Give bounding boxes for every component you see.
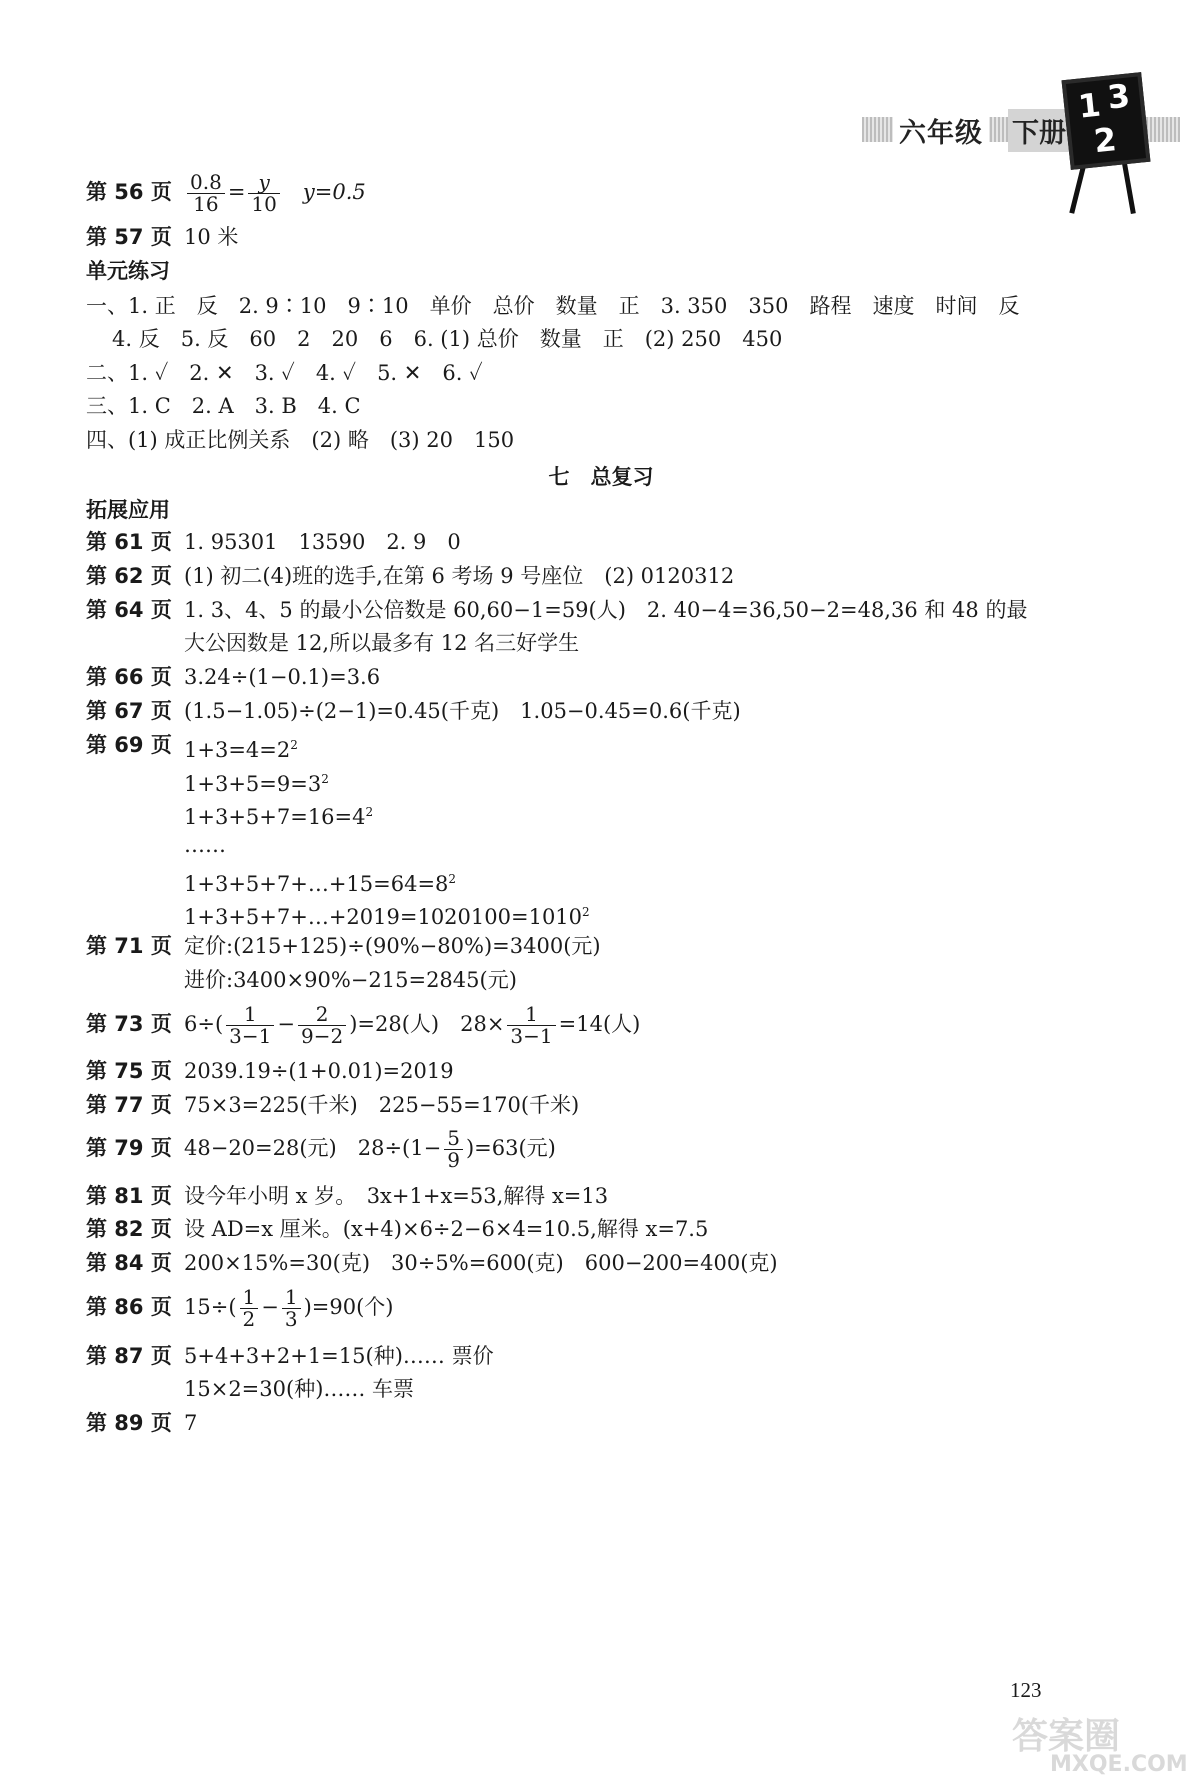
badge-digit: 2 [1092, 120, 1119, 161]
answer-content: $1+3+5+7=16=4^2$ [184, 805, 374, 829]
unit-q1-line2: 4. 反 5. 反 60 2 20 6 6. (1) 总价 数量 正 (2) 250 450 [112, 327, 783, 351]
answer-content: $1+3=4=2^2$ [184, 738, 298, 762]
answer-content: 3.24÷(1−0.1)=3.6 [184, 665, 381, 689]
blackboard-icon [1062, 72, 1151, 170]
page-label: 第 57 页 [86, 225, 172, 249]
page-label: 第 79 页 [86, 1136, 172, 1160]
fraction: $\frac{1}{3-1}$ [507, 1004, 555, 1047]
page-label: 第 89 页 [86, 1411, 172, 1435]
section-heading: 拓展应用 [86, 498, 170, 522]
section-heading: 单元练习 [86, 259, 170, 283]
page-label: 第 62 页 [86, 564, 172, 588]
page-label: 第 67 页 [86, 699, 172, 723]
answer-content: $1+3+5+7+\dots+15=64=8^2$ [184, 872, 457, 896]
answer-content: 进价:3400×90%−215=2845(元) [184, 968, 517, 992]
answer-content: (1.5−1.05)÷(2−1)=0.45(千克) 1.05−0.45=0.6(千克) [184, 699, 741, 723]
answer-content: 7 [184, 1411, 198, 1435]
page-number: 123 [1010, 1678, 1042, 1702]
page-label: 第 84 页 [86, 1251, 172, 1275]
answer-content: …… [184, 833, 226, 857]
page-label: 第 86 页 [86, 1295, 172, 1319]
answer-content: 10 米 [184, 225, 239, 249]
unit-q1-line1: 一、1. 正 反 2. 9∶10 9∶10 单价 总价 数量 正 3. 350 350 路程 速度 时间 反 [86, 294, 1020, 318]
fraction: $\frac{2}{9-2}$ [298, 1004, 346, 1047]
page-label: 第 73 页 [86, 1012, 172, 1036]
answer-content: 5+4+3+2+1=15(种)…… 票价 [184, 1344, 494, 1368]
answer-content: (1) 初二(4)班的选手,在第 6 考场 9 号座位 (2) 0120312 [184, 564, 735, 588]
page-label: 第 69 页 [86, 733, 172, 757]
unit-q3: 三、1. C 2. A 3. B 4. C [86, 394, 361, 418]
header-volume: 下册 [1008, 109, 1070, 152]
page-label: 第 81 页 [86, 1184, 172, 1208]
answer-content: 15×2=30(种)…… 车票 [184, 1377, 415, 1401]
badge-digit: 1 [1076, 85, 1103, 126]
chapter-title: 七 总复习 [548, 465, 654, 489]
answer-content: 15÷( $\frac{1}{2}$ − $\frac{1}{3}$ )=90(个) [184, 1285, 394, 1331]
watermark-site: MXQE.COM [1050, 1752, 1188, 1777]
page-label: 第 56 页 [86, 180, 172, 204]
watermark-logo: 答案圈 [1012, 1716, 1121, 1757]
fraction: $\frac{1}{2}$ [240, 1287, 259, 1330]
blackboard-leg [1121, 158, 1136, 214]
answer-content: 1. 95301 13590 2. 9 0 [184, 530, 461, 554]
page-label: 第 61 页 [86, 530, 172, 554]
page-label: 第 87 页 [86, 1344, 172, 1368]
fraction: $\frac{0.8}{16}$ [187, 172, 225, 215]
unit-q4: 四、(1) 成正比例关系 (2) 略 (3) 20 150 [86, 428, 515, 452]
fraction: $\frac{1}{3-1}$ [226, 1004, 274, 1047]
header-grade: 六年级 [893, 109, 989, 152]
answer-content: 2039.19÷(1+0.01)=2019 [184, 1059, 454, 1083]
page-label: 第 77 页 [86, 1093, 172, 1117]
answer-content: 48−20=28(元) 28÷(1− $\frac{5}{9}$ )=63(元) [184, 1126, 556, 1172]
fraction: $\frac{y}{10}$ [248, 172, 279, 215]
fraction: $\frac{5}{9}$ [444, 1128, 463, 1171]
page-label: 第 64 页 [86, 598, 172, 622]
page-label: 第 66 页 [86, 665, 172, 689]
page-label: 第 75 页 [86, 1059, 172, 1083]
answer-content: $1+3+5+7+\dots+2019=1020100=1010^2$ [184, 905, 590, 929]
answer-content: 大公因数是 12,所以最多有 12 名三好学生 [184, 631, 580, 655]
answer-content: 1. 3、4、5 的最小公倍数是 60,60−1=59(人) 2. 40−4=36,50−2=48,36 和 48 的最 [184, 598, 1028, 622]
answer-content: $\frac{0.8}{16}$ = $\frac{y}{10}$ y=0.5 [184, 168, 366, 216]
page-label: 第 71 页 [86, 934, 172, 958]
answer-content: 设 AD=x 厘米。(x+4)×6÷2−6×4=10.5,解得 x=7.5 [184, 1217, 709, 1241]
page-label: 第 82 页 [86, 1217, 172, 1241]
answer-content: 设今年小明 x 岁。 3x+1+x=53,解得 x=13 [184, 1184, 609, 1208]
answer-content: 200×15%=30(克) 30÷5%=600(克) 600−200=400(克) [184, 1251, 778, 1275]
fraction: $\frac{1}{3}$ [282, 1287, 301, 1330]
answer-content: 定价:(215+125)÷(90%−80%)=3400(元) [184, 934, 601, 958]
answer-content: $1+3+5=9=3^2$ [184, 772, 329, 796]
badge-digit: 3 [1105, 76, 1132, 117]
answer-content: 75×3=225(千米) 225−55=170(千米) [184, 1093, 580, 1117]
unit-q2: 二、1. ✓ 2. ✕ 3. ✓ 4. ✓ 5. ✕ 6. ✓ [86, 361, 483, 385]
answer-content: 6÷( $\frac{1}{3-1}$ − $\frac{2}{9-2}$ )=28(人) 28× $\frac{1}{3-1}$ =14(人) [184, 1002, 641, 1048]
